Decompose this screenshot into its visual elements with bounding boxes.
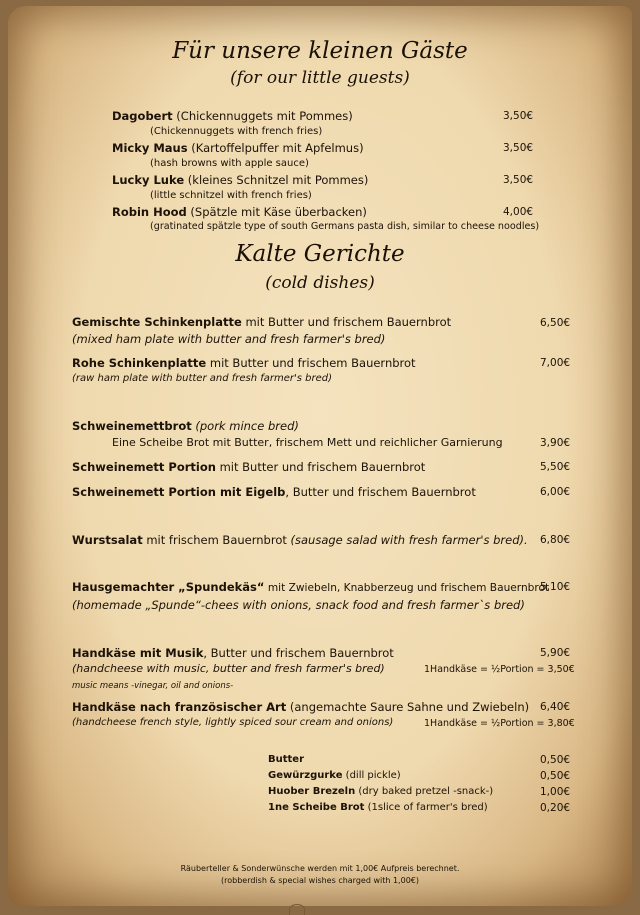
item-name: Handkäse mit Musik: [72, 646, 204, 660]
item-price: 5,10€: [540, 581, 571, 593]
item-translation: (little schnitzel with french fries): [150, 190, 312, 201]
kids-section-title: Für unsere kleinen Gäste: [172, 38, 468, 64]
menu-item-handkaese-franzoesisch: [72, 700, 529, 714]
item-name: Butter: [268, 754, 305, 765]
item-desc: (dry baked pretzel -snack-): [355, 786, 494, 797]
item-price: 5,50€: [540, 461, 571, 473]
menu-item-rohe-schinkenplatte: [72, 356, 416, 370]
item-desc: (1slice of farmer's bred): [364, 802, 488, 813]
item-name: Handkäse nach französischer Art: [72, 700, 287, 714]
item-price: 3,50€: [503, 174, 534, 186]
item-desc: mit Butter und frischem Bauernbrot: [206, 356, 416, 370]
menu-item-dagobert: [112, 109, 353, 123]
item-name: 1ne Scheibe Brot: [268, 802, 365, 813]
menu-item-handkaese-musik: [72, 646, 394, 660]
item-desc: mit Butter und frischem Bauernbrot: [241, 315, 452, 329]
item-translation: (gratinated spätzle type of south Germans pasta dish, similar to cheese noodles): [150, 221, 540, 232]
item-price: 3,90€: [540, 437, 571, 449]
item-price: 5,90€: [540, 647, 571, 659]
cold-section-subtitle: (cold dishes): [265, 273, 375, 293]
item-name: Huober Brezeln: [268, 786, 356, 797]
item-price: 7,00€: [540, 357, 571, 369]
item-desc: mit Zwiebeln, Knabberzeug und frischem Bauernbrot: [264, 582, 550, 594]
item-desc: (Chickennuggets mit Pommes): [172, 109, 353, 123]
item-translation: (raw ham plate with butter and fresh farmer's bred): [72, 373, 333, 384]
item-name: Schweinemett Portion: [72, 460, 216, 474]
menu-item-schweinemett-portion: [72, 460, 425, 474]
item-desc: (angemachte Saure Sahne und Zwiebeln): [286, 700, 530, 714]
menu-item-gemischte-schinkenplatte: [72, 315, 451, 329]
item-name: Schweinemett Portion mit Eigelb: [72, 485, 286, 499]
item-price: 3,50€: [503, 110, 534, 122]
extra-item-butter: [268, 754, 304, 765]
item-name: Robin Hood: [112, 205, 187, 219]
menu-item-micky-maus: [112, 141, 364, 155]
item-translation: (hash browns with apple sauce): [150, 158, 309, 169]
menu-item-lucky-luke: [112, 173, 368, 187]
item-desc: , Butter und frischem Bauernbrot: [285, 485, 476, 499]
half-portion-price: 1Handkäse = ½Portion = 3,50€: [424, 664, 575, 675]
item-desc: mit frischem Bauernbrot: [142, 533, 291, 547]
footer-note-translation: (robberdish & special wishes charged with 1,00€): [221, 876, 419, 885]
item-translation: (Chickennuggets with french fries): [150, 126, 323, 137]
menu-item-wurstsalat: [72, 533, 528, 547]
item-price: 3,50€: [503, 142, 534, 154]
item-name: Schweinemettbrot: [72, 419, 192, 433]
item-price: 6,50€: [540, 317, 571, 329]
item-desc: (Spätzle mit Käse überbacken): [186, 205, 367, 219]
item-price: 6,00€: [540, 486, 571, 498]
menu-item-schweinemett-eigelb: [72, 485, 476, 499]
page-mark-icon: [289, 904, 305, 915]
item-price: 6,80€: [540, 534, 571, 546]
cold-section-title: Kalte Gerichte: [235, 241, 405, 267]
item-price: 6,40€: [540, 701, 571, 713]
item-desc: mit Butter und frischem Bauernbrot: [215, 460, 426, 474]
item-note: music means -vinegar, oil and onions-: [72, 681, 234, 691]
item-price: 1,00€: [540, 786, 571, 798]
extra-item-brot: [268, 802, 488, 813]
item-name: Dagobert: [112, 109, 173, 123]
item-translation: (handcheese with music, butter and fresh farmer's bred): [72, 662, 385, 675]
item-desc: (pork mince bred): [191, 419, 299, 433]
extra-item-gewuerzgurke: [268, 770, 401, 781]
item-translation: (sausage salad with fresh farmer's bred).: [290, 533, 528, 547]
item-price: 0,50€: [540, 770, 571, 782]
item-translation: (homemade „Spunde“-chees with onions, snack food and fresh farmer`s bred): [72, 598, 525, 612]
item-name: Lucky Luke: [112, 173, 185, 187]
item-translation: (mixed ham plate with butter and fresh farmer's bred): [72, 332, 386, 346]
item-price: 0,20€: [540, 802, 571, 814]
footer-note: Räuberteller & Sonderwünsche werden mit 1,00€ Aufpreis berechnet.: [180, 864, 460, 873]
half-portion-price: 1Handkäse = ½Portion = 3,80€: [424, 718, 575, 729]
item-desc: (Kartoffelpuffer mit Apfelmus): [187, 141, 364, 155]
item-desc: , Butter und frischem Bauernbrot: [203, 646, 394, 660]
menu-item-spundekaes: [72, 580, 549, 594]
item-name: Rohe Schinkenplatte: [72, 356, 207, 370]
item-name: Wurstsalat: [72, 533, 143, 547]
item-desc: (dill pickle): [342, 770, 401, 781]
menu-item-schweinemettbrot: [72, 419, 299, 433]
item-desc: (kleines Schnitzel mit Pommes): [184, 173, 369, 187]
item-name: Gewürzgurke: [268, 770, 343, 781]
menu-item-robin-hood: [112, 205, 367, 219]
item-translation: (handcheese french style, lightly spiced sour cream and onions): [72, 717, 394, 728]
item-name: Gemischte Schinkenplatte: [72, 315, 242, 329]
kids-section-subtitle: (for our little guests): [230, 68, 410, 88]
item-description-de: Eine Scheibe Brot mit Butter, frischem Mett und reichlicher Garnierung: [112, 436, 503, 449]
item-name: Micky Maus: [112, 141, 188, 155]
item-price: 4,00€: [503, 206, 534, 218]
item-price: 0,50€: [540, 754, 571, 766]
extra-item-brezeln: [268, 786, 493, 797]
item-name: Hausgemachter „Spundekäs“: [72, 580, 265, 594]
